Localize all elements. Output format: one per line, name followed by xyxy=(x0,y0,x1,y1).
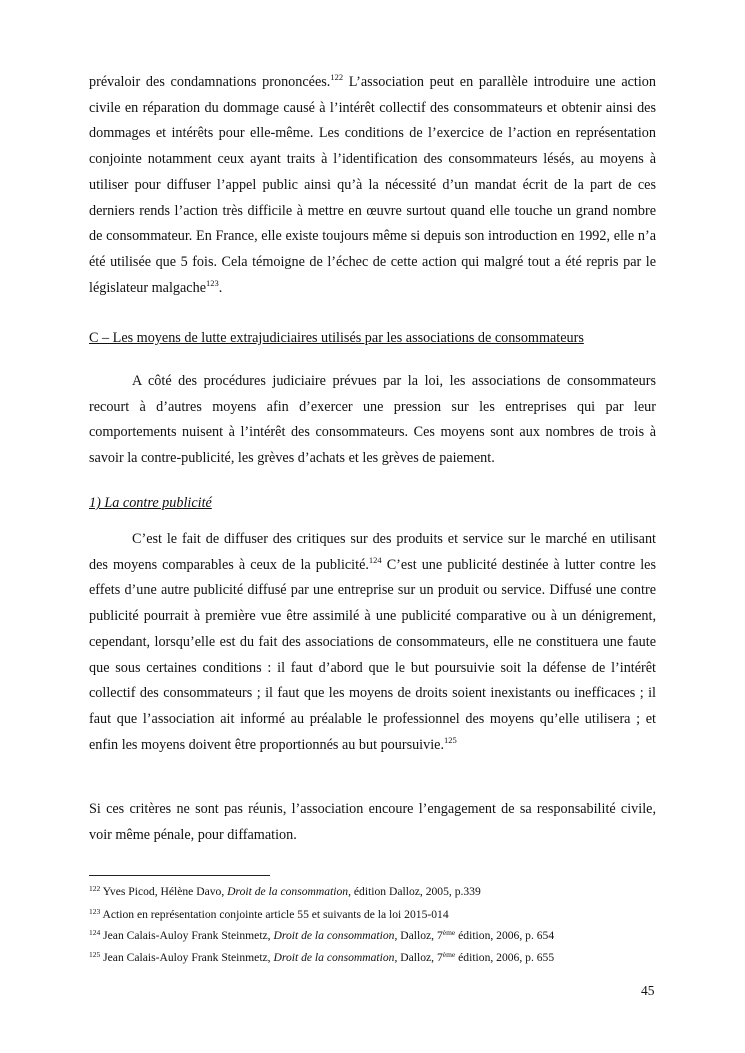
footnote-125 xyxy=(89,951,554,965)
paragraph-3-text-b: C’est une publicité destinée à lutter contre les effets d’une autre publicité diffusé par une entreprise sur un produit ou service. Diffusé une contre publicité pourrait à première vue être assimilé à une publicité comparative ou à un dénigrement, cependant, lorsqu’elle est du fait des associations de consommateurs, elle ne constituera une faute que sous certaines conditions : il faut d’abord que le but poursuivie soit la défense de l’intérêt collectif des consommateurs ; il faut que les moyens de droits soient inexistants ou inefficaces ; il faut que l’association ait informé au préalable le professionnel des moyens qu’elle utilisera ; et enfin les moyens doivent être proportionnés au but poursuivie. xyxy=(89,556,656,753)
paragraph-1 xyxy=(89,70,656,301)
footnote-text: Jean Calais-Auloy Frank Steinmetz, xyxy=(100,951,274,964)
footnote-ref-122[interactable]: 122 xyxy=(330,72,344,82)
paragraph-4: Si ces critères ne sont pas réunis, l’association encoure l’engagement de sa responsabilité civile, voir même pénale, pour diffamation. xyxy=(89,801,656,843)
footnote-text: Jean Calais-Auloy Frank Steinmetz, xyxy=(100,929,274,942)
paragraph-3 xyxy=(89,527,656,758)
page-body xyxy=(89,70,656,301)
paragraph-3-text-a: C’est le fait de diffuser des critiques sur des produits et service sur le marché en utilisant des moyens comparables à ceux de la publicité. xyxy=(89,531,656,573)
footnote-text: , Dalloz, 7 xyxy=(394,951,443,964)
footnote-separator xyxy=(89,875,270,876)
paragraph-1-text-b: L’association peut en parallèle introduire une action civile en réparation du dommage causé à l’intérêt collectif des consommateurs et obtenir ainsi des dommages et intérêts pour elle-même. Les conditions de l’exercice de l’action en représentation conjointe notamment ceux ayant traits à l’identification des consommateurs lésés, au moyens à utiliser pour diffuser l’appel public ainsi qu’à la nécessité d’un mandat écrit de la part de ces derniers rends l’action très difficile à mettre en œuvre surtout quand elle touche un grand nombre de consommateur. En France, elle existe toujours même si depuis son introduction en 1992, elle n’a été utilisée que 5 fois. Cela témoigne de l’échec de cette action qui malgré tout a été repris par le législateur malgache xyxy=(89,74,656,296)
footnote-title: Droit de la consommation xyxy=(273,951,395,964)
paragraph-2: A côté des procédures judiciaire prévues par la loi, les associations de consommateurs recourt à d’autres moyens afin d’exercer une pression sur les entreprises qui par leur comportements nuisent à l’intérêt des consommateurs. Ces moyens sont aux nombres de trois à savoir la contre-publicité, les grèves d’achats et les grèves de paiement. xyxy=(89,373,656,467)
footnote-title: Droit de la consommation xyxy=(273,929,395,942)
footnote-number: 125 xyxy=(89,950,101,959)
paragraph-1-text-c: . xyxy=(218,279,223,296)
page-body-3 xyxy=(89,527,656,758)
footnote-124 xyxy=(89,929,554,943)
footnote-ref-125[interactable]: 125 xyxy=(444,734,457,745)
footnote-number: 123 xyxy=(89,907,101,916)
footnote-number: 124 xyxy=(89,928,101,937)
footnote-text: , édition Dalloz, 2005, p.339 xyxy=(348,885,481,898)
footnote-text: édition, 2006, p. 655 xyxy=(455,951,555,964)
page-number: 45 xyxy=(641,983,655,998)
page-body-4 xyxy=(89,797,656,848)
footnote-text: , Dalloz, 7 xyxy=(394,929,443,942)
footnote-text: Action en représentation conjointe article 55 et suivants de la loi 2015-014 xyxy=(100,908,449,921)
footnote-text: édition, 2006, p. 654 xyxy=(455,929,555,942)
footnote-number: 122 xyxy=(89,884,101,893)
footnote-123 xyxy=(89,908,449,922)
footnote-ref-124[interactable]: 124 xyxy=(368,554,382,565)
paragraph-1-text-a: prévaloir des condamnations prononcées. xyxy=(89,74,331,90)
footnote-title: Droit de la consommation xyxy=(227,885,349,898)
footnote-122 xyxy=(89,885,481,899)
subsection-1-heading: 1) La contre publicité xyxy=(89,495,212,511)
section-c-heading: C – Les moyens de lutte extrajudiciaires utilisés par les associations de consommateurs xyxy=(89,330,584,346)
page-body-2 xyxy=(89,369,656,472)
footnote-ref-123[interactable]: 123 xyxy=(206,277,219,288)
footnote-edition-suffix: ème xyxy=(442,928,456,937)
footnote-edition-suffix: ème xyxy=(442,950,456,959)
footnote-text: Yves Picod, Hélène Davo, xyxy=(100,885,228,898)
